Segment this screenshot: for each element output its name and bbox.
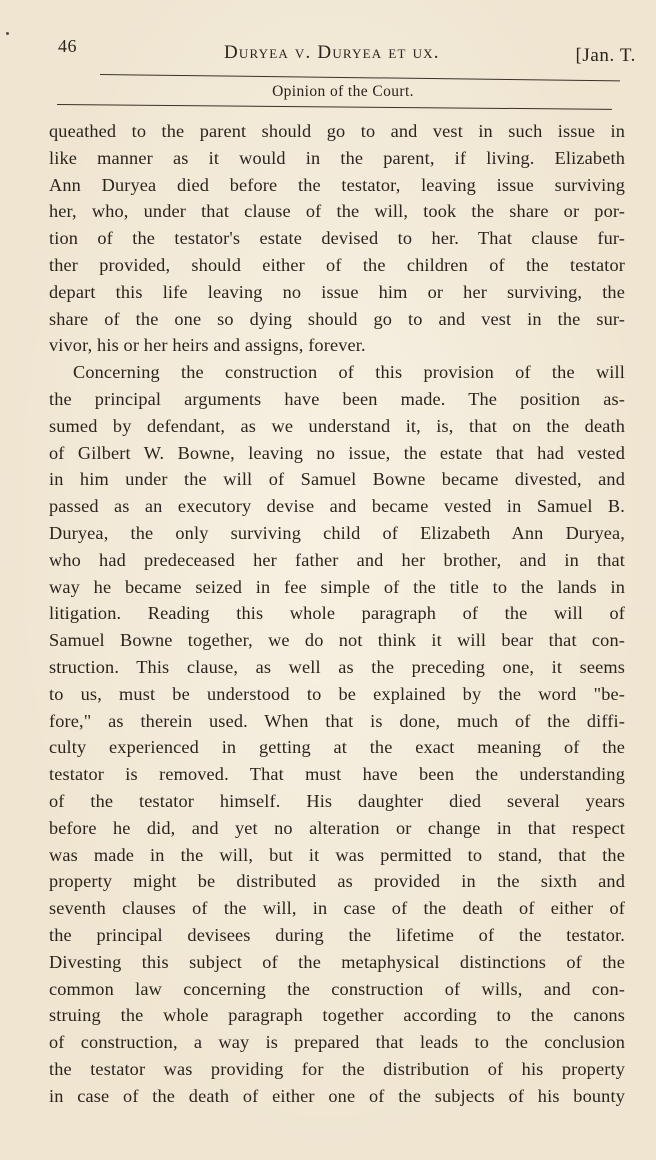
- text-line: tion of the testator's estate devised to her. That clause fur-: [49, 228, 625, 249]
- text-line: Samuel Bowne together, we do not think it will bear that con-: [49, 630, 625, 651]
- body-text: [49, 118, 625, 1109]
- text-line: seventh clauses of the will, in case of the death of either of: [49, 898, 625, 919]
- text-line: of construction, a way is prepared that leads to the conclusion: [49, 1032, 625, 1053]
- text-line: testator is removed. That must have been the understanding: [49, 764, 625, 785]
- text-line: to us, must be understood to be explained by the word "be-: [49, 683, 625, 704]
- text-line: struction. This clause, as well as the preceding one, it seems: [49, 656, 625, 677]
- text-line: struing the whole paragraph together according to the canons: [49, 1005, 625, 1026]
- text-line: the principal arguments have been made. The position as-: [49, 388, 625, 409]
- text-line: share of the one so dying should go to and vest in the sur-: [49, 308, 625, 329]
- text-line: Ann Duryea died before the testator, leaving issue surviving: [49, 174, 625, 195]
- text-line: in him under the will of Samuel Bowne became divested, and: [49, 469, 625, 490]
- text-line: the principal devisees during the lifetime of the testator.: [49, 924, 625, 945]
- term-label: [Jan. T.: [575, 45, 636, 66]
- paragraph-1: [49, 118, 625, 359]
- text-line: way he became seized in fee simple of the title to the lands in: [49, 576, 625, 597]
- text-line: fore," as therein used. When that is done, much of the diffi-: [49, 710, 625, 731]
- text-line: passed as an executory devise and became vested in Samuel B.: [49, 496, 625, 517]
- text-line: like manner as it would in the parent, if living. Elizabeth: [49, 147, 625, 168]
- text-line: was made in the will, but it was permitted to stand, that the: [49, 844, 625, 865]
- page-number: 46: [58, 36, 77, 56]
- text-line: in case of the death of either one of the subjects of his bounty: [49, 1085, 625, 1106]
- text-line: litigation. Reading this whole paragraph of the will of: [49, 603, 625, 624]
- text-line: vivor, his or her heirs and assigns, forever.: [49, 335, 366, 356]
- text-line: Concerning the construction of this provision of the will: [73, 362, 625, 383]
- paragraph-2: [49, 359, 625, 1109]
- ink-speck: [6, 32, 9, 35]
- text-line: who had predeceased her father and her brother, and in that: [49, 549, 625, 570]
- text-line: depart this life leaving no issue him or her surviving, the: [49, 281, 625, 302]
- text-line: property might be distributed as provided in the sixth and: [49, 871, 625, 892]
- text-line: the testator was providing for the distribution of his property: [49, 1058, 625, 1079]
- text-line: her, who, under that clause of the will, took the share or por-: [49, 201, 625, 222]
- text-line: before he did, and yet no alteration or change in that respect: [49, 817, 625, 838]
- text-line: common law concerning the construction of wills, and con-: [49, 978, 625, 999]
- running-title: Duryea v. Duryea et ux.: [224, 42, 440, 63]
- page-header: [56, 36, 636, 76]
- text-line: of the testator himself. His daughter died several years: [49, 790, 625, 811]
- text-line: sumed by defendant, as we understand it, is, that on the death: [49, 415, 625, 436]
- text-line: of Gilbert W. Bowne, leaving no issue, the estate that had vested: [49, 442, 625, 463]
- text-line: Divesting this subject of the metaphysical distinctions of the: [49, 951, 625, 972]
- text-line: Duryea, the only surviving child of Elizabeth Ann Duryea,: [49, 522, 625, 543]
- section-subhead: Opinion of the Court.: [272, 83, 414, 100]
- text-line: ther provided, should either of the children of the testator: [49, 254, 625, 275]
- text-line: culty experienced in getting at the exact meaning of the: [49, 737, 625, 758]
- text-line: queathed to the parent should go to and vest in such issue in: [49, 121, 625, 141]
- subhead-rule: [57, 104, 612, 110]
